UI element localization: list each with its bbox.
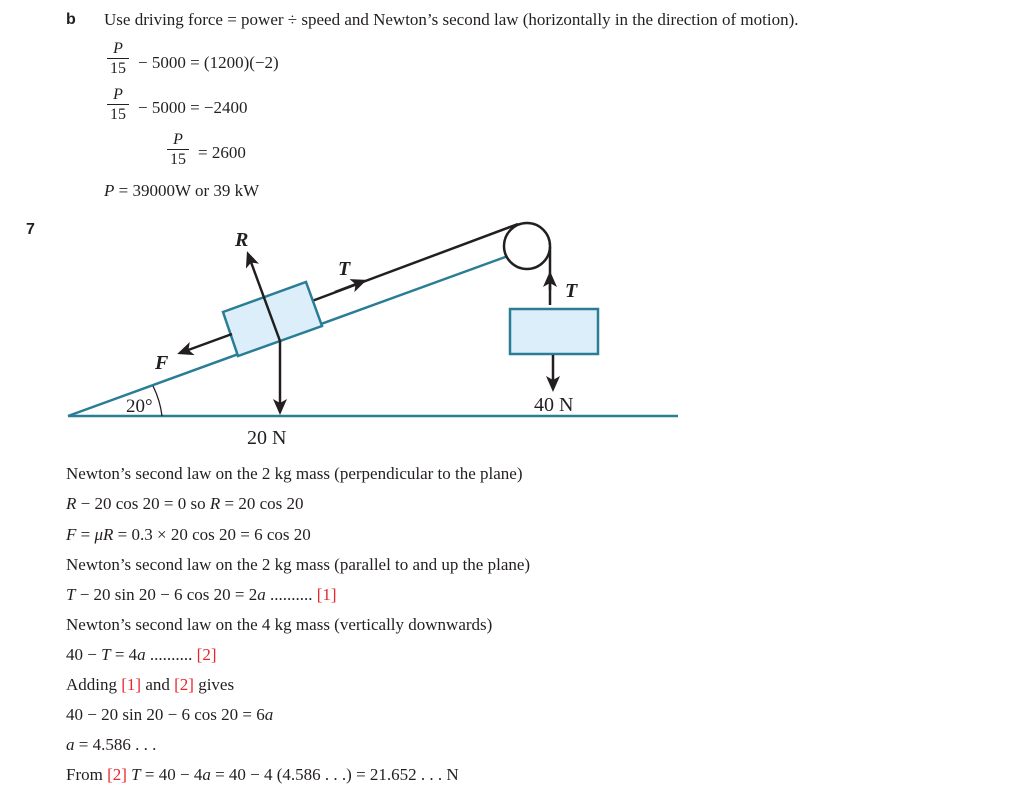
- friction-arrow: [180, 334, 232, 353]
- part-b-label: b: [66, 11, 76, 28]
- label-F: F: [155, 352, 169, 374]
- working-line-6: [66, 615, 492, 635]
- eq2-rhs: − 5000 = −2400: [138, 98, 248, 117]
- line5-T: T: [66, 585, 76, 604]
- working-line-8: [66, 675, 234, 695]
- line8-adding: Adding: [66, 675, 122, 694]
- label-angle: 20°: [126, 396, 153, 417]
- tension-arrow-slope: [335, 281, 364, 292]
- equation-ref-2: [2]: [196, 645, 217, 664]
- label-R: R: [235, 229, 249, 251]
- label-T-slope: T: [338, 258, 351, 280]
- line8-ref1: [1]: [121, 675, 142, 694]
- line7-eq: = 4: [110, 645, 138, 664]
- line2-R2: R: [209, 494, 221, 513]
- result-rhs: = 39000W or 39 kW: [118, 181, 260, 200]
- eq3-denominator: 15: [170, 151, 186, 168]
- eq1-rhs: − 5000 = (1200)(−2): [138, 53, 279, 72]
- eq3-rhs: = 2600: [198, 143, 246, 162]
- line11-end: = 40 − 4 (4.586 . . .) = 21.652 . . . N: [210, 765, 459, 784]
- question-number: 7: [26, 221, 35, 238]
- pulley: [504, 223, 550, 269]
- angle-arc: [153, 386, 162, 416]
- hanging-block: [510, 309, 598, 354]
- line2-end: = 20 cos 20: [220, 494, 304, 513]
- eq2-numerator: P: [113, 86, 123, 103]
- line3-F: F: [66, 525, 77, 544]
- line9-a: a: [264, 705, 274, 724]
- line5-a: a: [257, 585, 266, 604]
- line2-mid: − 20 cos 20 = 0 so: [76, 494, 210, 513]
- line6-text: Newton’s second law on the 4 kg mass (vertically downwards): [66, 615, 493, 634]
- eq3-numerator: P: [173, 131, 183, 148]
- line3-end: = 0.3 × 20 cos 20 = 6 cos 20: [113, 525, 311, 544]
- equation-ref-1: [1]: [316, 585, 337, 604]
- line11-a: a: [202, 765, 211, 784]
- line11-mid: = 40 − 4: [140, 765, 203, 784]
- line7-T: T: [101, 645, 111, 664]
- eq1-denominator: 15: [110, 60, 126, 77]
- line11-from: From: [66, 765, 108, 784]
- part-b-intro: Use driving force = power ÷ speed and Newton’s second law (horizontally in the direction of motion).: [104, 10, 799, 29]
- line11-ref: [2]: [107, 765, 127, 784]
- working-line-2: [66, 494, 303, 514]
- working-line-5: [66, 585, 337, 605]
- line3-muR: μR: [94, 525, 114, 544]
- working-line-11: [66, 765, 459, 785]
- line8-gives: gives: [193, 675, 235, 694]
- eq1-numerator: P: [113, 40, 123, 57]
- line1-text: Newton’s second law on the 2 kg mass (perpendicular to the plane): [66, 464, 523, 483]
- line9-text: 40 − 20 sin 20 − 6 cos 20 = 6: [66, 705, 265, 724]
- line10-value: = 4.586 . . .: [74, 735, 157, 754]
- line7-dots: ..........: [145, 645, 197, 664]
- line7-start: 40 −: [66, 645, 102, 664]
- line8-ref2: [2]: [174, 675, 194, 694]
- working-line-3: [66, 525, 311, 545]
- line4-text: Newton’s second law on the 2 kg mass (parallel to and up the plane): [66, 555, 531, 574]
- working-line-4: [66, 555, 530, 575]
- line2-R: R: [66, 494, 77, 513]
- line3-eq: =: [76, 525, 95, 544]
- line10-a: a: [66, 735, 75, 754]
- eq2-denominator: 15: [110, 106, 126, 123]
- line8-and: and: [141, 675, 175, 694]
- label-T-hanging: T: [565, 280, 578, 302]
- working-line-7: [66, 645, 216, 665]
- working-line-9: [66, 705, 273, 725]
- working-line-10: [66, 735, 156, 755]
- label-40N: 40 N: [534, 394, 574, 416]
- working-line-1: [66, 464, 523, 484]
- result-var: P: [104, 181, 115, 200]
- label-20N: 20 N: [247, 427, 287, 449]
- line7-a: a: [137, 645, 146, 664]
- line5-mid: − 20 sin 20 − 6 cos 20 = 2: [75, 585, 258, 604]
- line11-T: T: [131, 765, 141, 784]
- line5-dots: ..........: [265, 585, 317, 604]
